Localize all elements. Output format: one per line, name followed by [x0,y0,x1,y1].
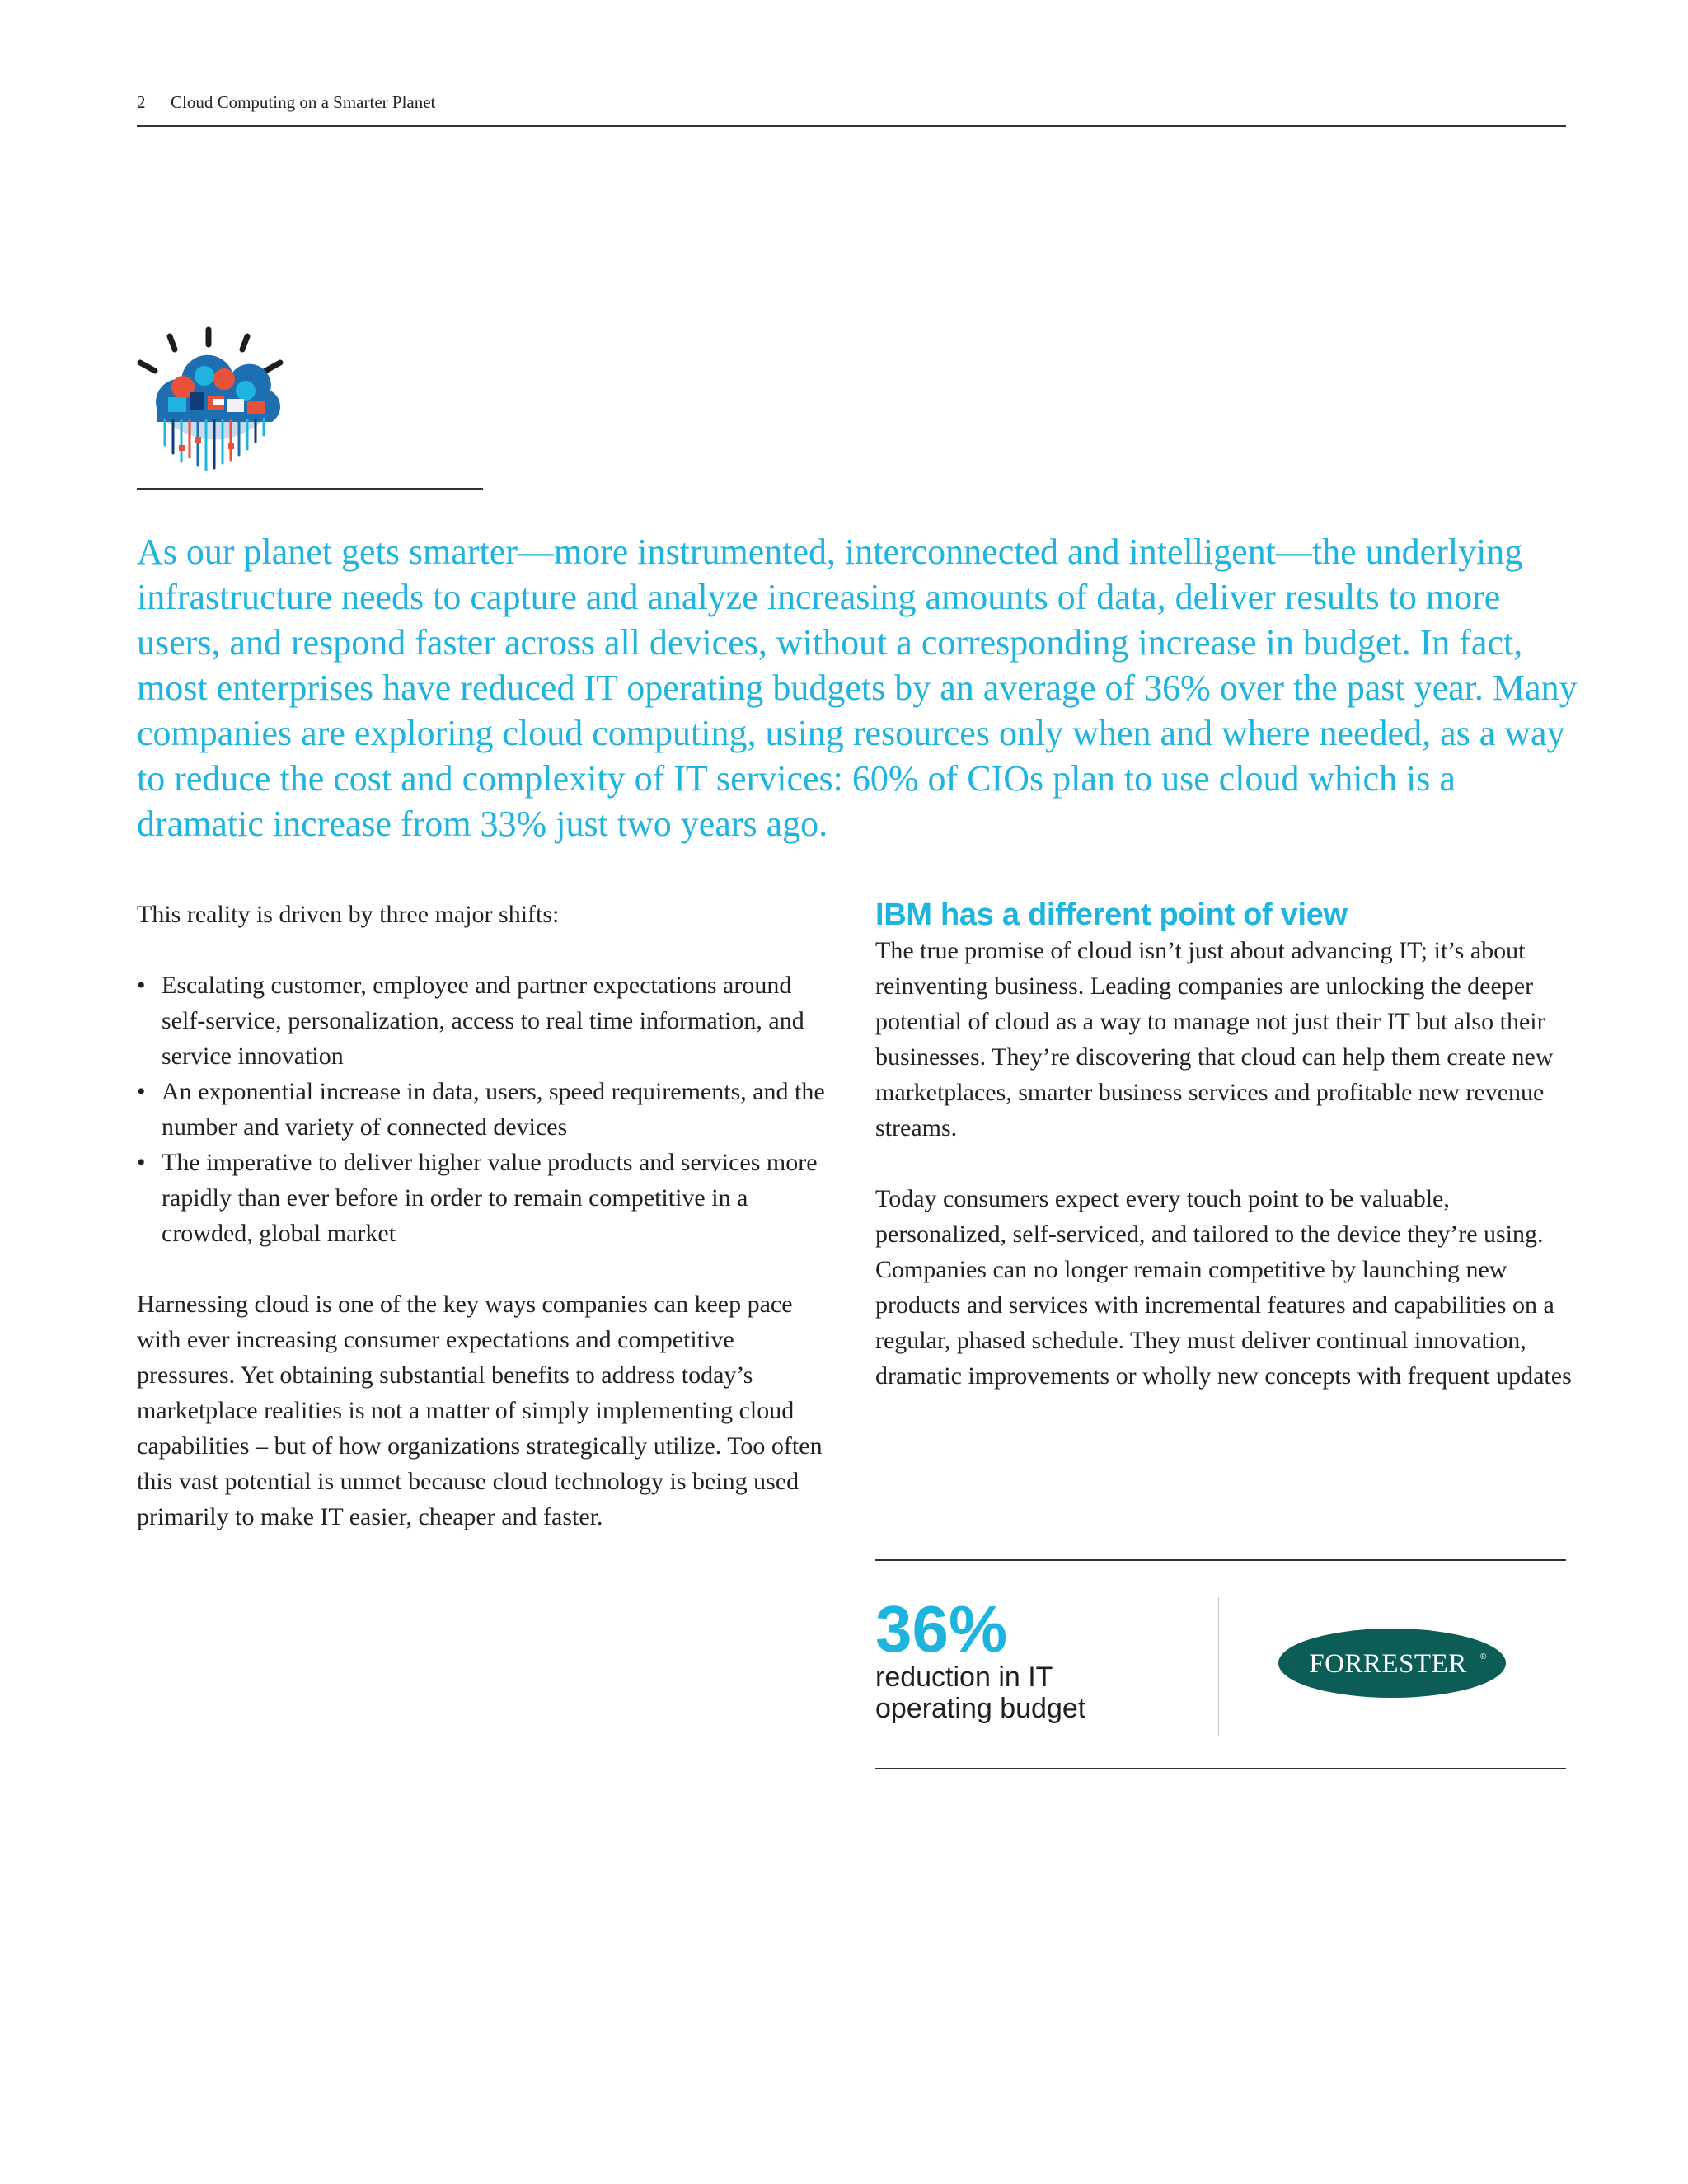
stat-value: 36% [875,1592,1008,1666]
header-divider [137,125,1566,127]
list-item: • Escalating customer, employee and partner expectations around self-service, personalization, access to real time information, and service innovation [137,968,829,1074]
logo-divider [137,488,483,490]
left-column [137,897,829,1535]
harnessing-cloud-paragraph: Harnessing cloud is one of the key ways companies can keep pace with ever increasing consumer expectations and competitive pressures. Yet obtaining substantial benefits to address today’s marketplace realities is not a matter of simply implementing cloud capabilities – but of how organizations strategically utilize. Too often this vast potential is unmet because cloud technology is being used primarily to make IT easier, cheaper and faster. [137,1291,823,1530]
right-paragraph-1: The true promise of cloud isn’t just about advancing IT; it’s about reinventing business. Leading companies are unlocking the deeper potential of cloud as a way to manage not just their IT but also their businesses. They’re discovering that cloud can help them create new marketplaces, smarter business services and profitable new revenue streams. [875,937,1554,1141]
stat-caption [875,1661,1189,1724]
list-item: • An exponential increase in data, users, speed requirements, and the number and variety of connected devices [137,1074,829,1145]
running-header [137,92,1566,125]
stat-top-rule [875,1559,1566,1561]
list-item: • The imperative to deliver higher value products and services more rapidly than ever before in order to remain competitive in a crowded, global market [137,1145,829,1251]
forrester-logo [1278,1628,1507,1699]
right-column [875,897,1576,1394]
stat-bottom-rule [875,1768,1566,1769]
stat-caption-line: reduction in IT [875,1661,1053,1693]
smarter-planet-cloud-icon [132,321,297,478]
section-heading: IBM has a different point of view [875,898,1348,932]
registered-mark: ® [1480,1652,1487,1661]
intro-paragraph: As our planet gets smarter—more instrumented, interconnected and intelligent—the underlying infrastructure needs to capture and analyze increasing amounts of data, deliver results to more users, and respond faster across all devices, without a corresponding increase in budget. In fact, most enterprises have reduced IT operating budgets by an average of 36% over the past year. Many companies are exploring cloud computing, using resources only when and where needed, as a way to reduce the cost and complexity of IT services: 60% of CIOs plan to use cloud which is a dramatic increase from 33% just two years ago. [137,532,1578,844]
page-number: 2 [137,92,146,112]
shifts-intro: This reality is driven by three major shifts: [137,901,560,928]
right-paragraph-2: Today consumers expect every touch point to be valuable, personalized, self-serviced, and tailored to the device they’re using. Companies can no longer remain competitive by launching new products and services with incremental features and capabilities on a regular, phased schedule. They must deliver continual innovation, dramatic improvements or wholly new concepts with frequent updates [875,1185,1572,1390]
shifts-list [137,968,829,1251]
stat-caption-line: operating budget [875,1693,1086,1724]
document-title: Cloud Computing on a Smarter Planet [171,92,436,112]
forrester-logo-text: FORRESTER [1309,1649,1467,1679]
stat-vertical-divider [1218,1597,1219,1736]
